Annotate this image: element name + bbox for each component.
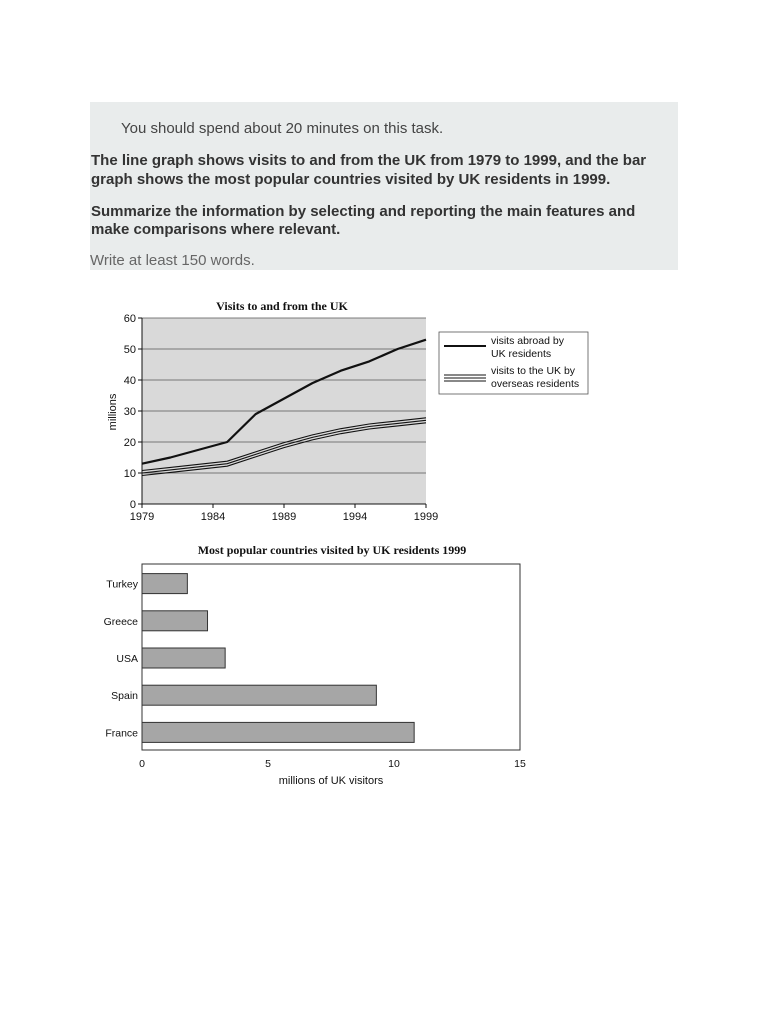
bar-chart-title: Most popular countries visited by UK residents 1999: [197, 543, 467, 557]
bar-chart-category-labels: [104, 579, 139, 740]
y-tick-label: 40: [123, 375, 136, 387]
y-tick-label: 30: [123, 406, 136, 418]
line-chart-title: Visits to and from the UK: [216, 299, 348, 313]
category-label-spain: Spain: [111, 690, 138, 703]
x-tick-label: 5: [265, 758, 271, 770]
line-chart-y-label: millions: [107, 393, 119, 431]
task-description: The line graph shows visits to and from the UK from 1979 to 1999, and the bar graph shows the most popular countries visited by UK residents in 1999.: [91, 152, 647, 188]
y-tick-label: 60: [123, 313, 136, 325]
bar-chart-frame: [142, 564, 520, 750]
bar-spain: [142, 685, 376, 705]
legend-label-2b: overseas residents: [491, 378, 580, 390]
x-tick-label: 10: [388, 758, 400, 770]
bar-chart-x-ticks: [139, 758, 526, 770]
y-tick-label: 50: [123, 344, 136, 356]
category-label-turkey: Turkey: [106, 578, 138, 591]
line-chart-legend: [439, 332, 588, 394]
y-tick-label: 10: [123, 468, 136, 480]
category-label-usa: USA: [116, 653, 138, 665]
bar-greece: [142, 611, 208, 631]
x-tick-label: 1979: [129, 511, 155, 523]
task-time-note: You should spend about 20 minutes on this task.: [121, 120, 444, 137]
x-tick-label: 1994: [342, 511, 368, 523]
legend-label-2a: visits to the UK by: [491, 365, 576, 377]
x-tick-label: 15: [514, 758, 526, 770]
line-chart-y-ticks: [124, 313, 142, 511]
legend-label-1a: visits abroad by: [491, 335, 564, 347]
category-label-france: France: [105, 727, 138, 740]
category-label-greece: Greece: [103, 615, 138, 628]
bar-turkey: [142, 574, 187, 594]
bar-chart-bars: [142, 574, 414, 743]
task-word-count: Write at least 150 words.: [90, 252, 255, 269]
x-tick-label: 1999: [413, 511, 439, 523]
line-chart-x-ticks: [130, 504, 438, 523]
x-tick-label: 1989: [271, 511, 297, 523]
x-tick-label: 0: [139, 758, 145, 770]
x-tick-label: 1984: [200, 511, 226, 523]
bar-chart-x-label: millions of UK visitors: [278, 775, 384, 787]
y-tick-label: 20: [123, 437, 136, 449]
y-tick-label: 0: [129, 499, 136, 511]
task-instruction: Summarize the information by selecting and reporting the main features and make comparisons where relevant.: [91, 203, 636, 238]
bar-usa: [142, 648, 225, 668]
bar-france: [142, 722, 414, 742]
legend-label-1b: UK residents: [491, 348, 552, 360]
